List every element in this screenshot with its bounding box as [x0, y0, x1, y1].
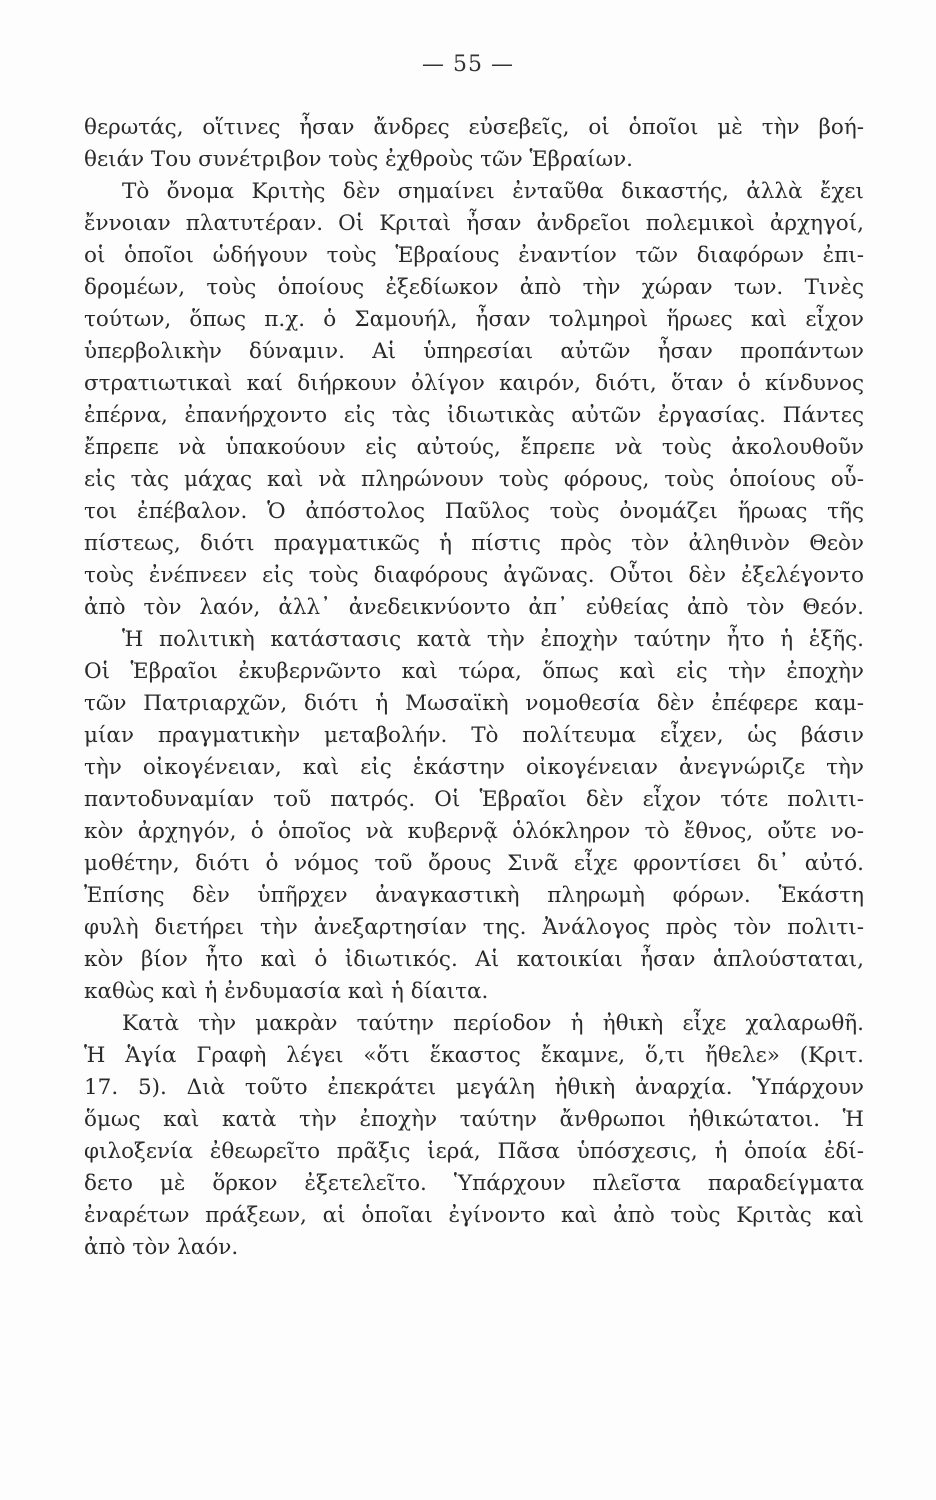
body-text	[84, 112, 864, 1264]
page-number: — 55 —	[422, 52, 514, 77]
text-line: κὸν βίον ἦτο καὶ ὁ ἰδιωτικός. Αἱ κατοικίαι ἦσαν ἁπλούσταται,	[84, 947, 864, 972]
text-line: θειάν Του συνέτριβον τοὺς ἐχθροὺς τῶν Ἑβραίων.	[84, 147, 634, 172]
text-line: παντοδυναμίαν τοῦ πατρός. Οἱ Ἑβραῖοι δὲν εἶχον τότε πολιτι-	[84, 787, 864, 812]
text-line: ὑπερβολικὴν δύναμιν. Αἱ ὑπηρεσίαι αὐτῶν ἦσαν προπάντων	[84, 339, 864, 364]
text-line: τοι ἐπέβαλον. Ὁ ἀπόστολος Παῦλος τοὺς ὀνομάζει ἥρωας τῆς	[84, 499, 864, 524]
text-line: μίαν πραγματικὴν μεταβολήν. Τὸ πολίτευμα εἶχεν, ὡς βάσιν	[84, 723, 864, 748]
text-line: ἐπέρνα, ἐπανήρχοντο εἰς τὰς ἰδιωτικὰς αὐτῶν ἐργασίας. Πάντες	[84, 403, 864, 428]
text-line: ἐναρέτων πράξεων, αἱ ὁποῖαι ἐγίνοντο καὶ ἀπὸ τοὺς Κριτὰς καὶ	[84, 1203, 864, 1228]
text-line: τῶν Πατριαρχῶν, διότι ἡ Μωσαϊκὴ νομοθεσία δὲν ἐπέφερε καμ-	[84, 691, 864, 716]
text-line: φυλὴ διετήρει τὴν ἀνεξαρτησίαν της. Ἀνάλογος πρὸς τὸν πολιτι-	[84, 915, 864, 940]
text-line: ὅμως καὶ κατὰ τὴν ἐποχὴν ταύτην ἄνθρωποι ἠθικώτατοι. Ἡ	[84, 1107, 864, 1132]
text-line: ἔννοιαν πλατυτέραν. Οἱ Κριταὶ ἦσαν ἀνδρεῖοι πολεμικοὶ ἀρχηγοί,	[84, 211, 864, 236]
text-line: ἀπὸ τὸν λαόν, ἀλλ᾽ ἀνεδεικνύοντο ἀπ᾽ εὐθείας ἀπὸ τὸν Θεόν.	[84, 595, 864, 620]
text-line: δρομέων, τοὺς ὁποίους ἐξεδίωκον ἀπὸ τὴν χώραν των. Τινὲς	[84, 275, 864, 300]
text-line: οἱ ὁποῖοι ὡδήγουν τοὺς Ἑβραίους ἐναντίον τῶν διαφόρων ἐπι-	[84, 243, 864, 268]
text-line: φιλοξενία ἐθεωρεῖτο πρᾶξις ἱερά, Πᾶσα ὑπόσχεσις, ἡ ὁποία ἐδί-	[84, 1139, 864, 1164]
text-line: Ἡ Ἁγία Γραφὴ λέγει «ὅτι ἕκαστος ἔκαμνε, ὅ,τι ἤθελε» (Κριτ.	[84, 1043, 864, 1068]
text-line: εἰς τὰς μάχας καὶ νὰ πληρώνουν τοὺς φόρους, τοὺς ὁποίους οὗ-	[84, 467, 864, 492]
text-line: Οἱ Ἑβραῖοι ἐκυβερνῶντο καὶ τώρα, ὅπως καὶ εἰς τὴν ἐποχὴν	[84, 659, 864, 684]
text-line: στρατιωτικαὶ καί διήρκουν ὀλίγον καιρόν, διότι, ὅταν ὁ κίνδυνος	[84, 371, 864, 396]
text-line: μοθέτην, διότι ὁ νόμος τοῦ ὄρους Σινᾶ εἶχε φροντίσει δι᾽ αὐτό.	[84, 851, 864, 876]
text-line: Τὸ ὄνομα Κριτὴς δὲν σημαίνει ἐνταῦθα δικαστής, ἀλλὰ ἔχει	[122, 179, 864, 204]
text-line: θερωτάς, οἵτινες ἦσαν ἄνδρες εὐσεβεῖς, οἱ ὁποῖοι μὲ τὴν βοή-	[84, 115, 864, 140]
text-line: Κατὰ τὴν μακρὰν ταύτην περίοδον ἡ ἠθικὴ εἶχε χαλαρωθῆ.	[122, 1011, 864, 1036]
text-line: πίστεως, διότι πραγματικῶς ἡ πίστις πρὸς τὸν ἀληθινὸν Θεὸν	[84, 531, 864, 556]
text-line: καθὼς καὶ ἡ ἐνδυμασία καὶ ἡ δίαιτα.	[84, 979, 489, 1004]
text-line: 17. 5). Διὰ τοῦτο ἐπεκράτει μεγάλη ἠθικὴ ἀναρχία. Ὑπάρχουν	[84, 1075, 864, 1100]
text-line: κὸν ἀρχηγόν, ὁ ὁποῖος νὰ κυβερνᾷ ὁλόκληρον τὸ ἔθνος, οὔτε νο-	[84, 819, 864, 844]
text-line: τὴν οἰκογένειαν, καὶ εἰς ἑκάστην οἰκογένειαν ἀνεγνώριζε τὴν	[84, 755, 864, 780]
text-line: ἀπὸ τὸν λαόν.	[84, 1235, 239, 1260]
text-line: Ἐπίσης δὲν ὑπῆρχεν ἀναγκαστικὴ πληρωμὴ φόρων. Ἑκάστη	[84, 883, 864, 908]
text-line: τοὺς ἐνέπνεεν εἰς τοὺς διαφόρους ἀγῶνας. Οὗτοι δὲν ἐξελέγοντο	[84, 563, 864, 588]
text-line: τούτων, ὅπως π.χ. ὁ Σαμουήλ, ἦσαν τολμηροὶ ἥρωες καὶ εἶχον	[84, 307, 864, 332]
text-line: Ἡ πολιτικὴ κατάστασις κατὰ τὴν ἐποχὴν ταύτην ἦτο ἡ ἑξῆς.	[122, 627, 864, 652]
text-line: δετο μὲ ὅρκον ἐξετελεῖτο. Ὑπάρχουν πλεῖστα παραδείγματα	[84, 1171, 864, 1196]
text-line: ἔπρεπε νὰ ὑπακούουν εἰς αὐτούς, ἔπρεπε νὰ τοὺς ἀκολουθοῦν	[84, 435, 864, 460]
